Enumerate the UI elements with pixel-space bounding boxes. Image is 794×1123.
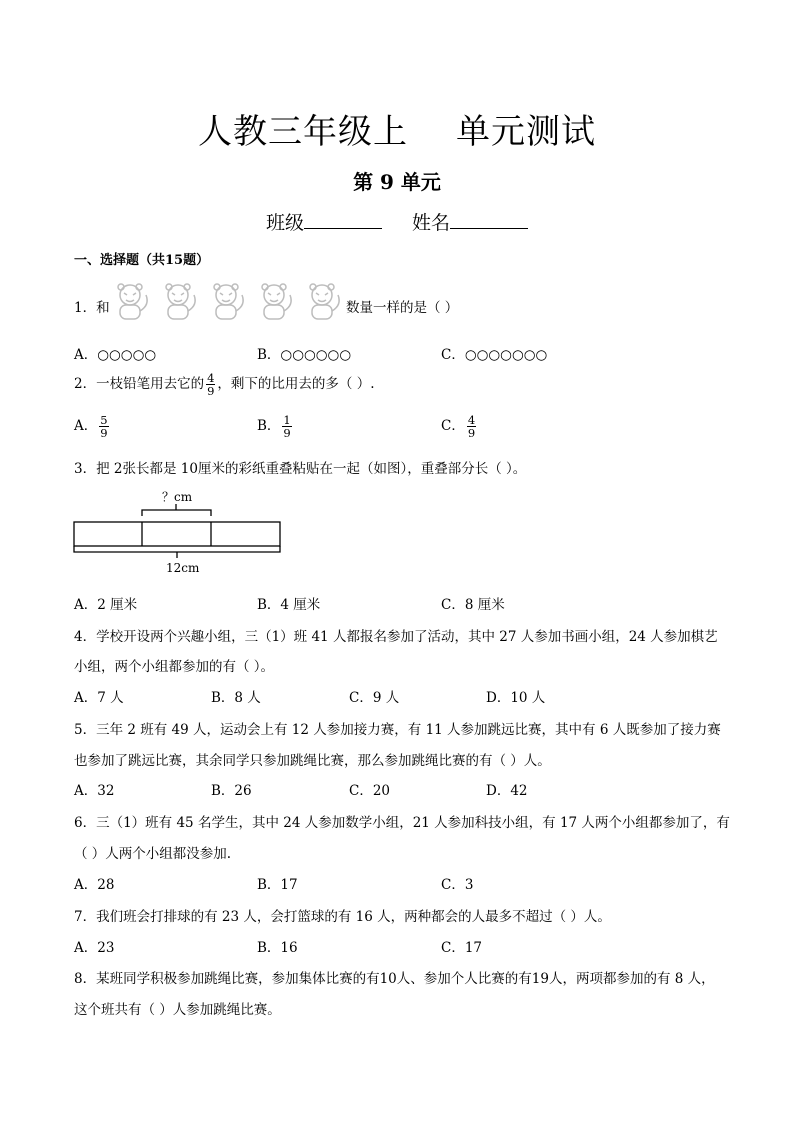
question-8-line-1: 8．某班同学积极参加跳绳比赛，参加集体比赛的有10人、参加个人比赛的有19人，两项都参加的有 8 人， — [74, 971, 715, 987]
fraction: $\frac{1}{9}$ — [283, 413, 291, 440]
question-4-line-2: 小组，两个小组都参加的有（ ）。 — [74, 659, 275, 675]
q3-option-a[interactable]: A．2 厘米 — [74, 597, 138, 613]
tiger-icon — [118, 284, 147, 319]
q4-option-d[interactable]: D．10 人 — [486, 690, 546, 706]
overlap-diagram — [70, 486, 286, 576]
q1-option-a[interactable]: A．○○○○○ — [74, 347, 157, 363]
fraction: $\frac{5}{9}$ — [100, 413, 108, 440]
q5-option-b[interactable]: B．26 — [211, 783, 252, 799]
q6-option-c[interactable]: C．3 — [441, 877, 474, 893]
question-1-prefix: 1．和 — [74, 300, 110, 316]
question-2-suffix: ，剩下的比用去的多（ ）. — [217, 376, 375, 392]
overlap-length-label: ？cm — [162, 490, 193, 504]
question-3: 3．把 2张长都是 10厘米的彩纸重叠粘贴在一起（如图），重叠部分长（ ）。 — [74, 461, 527, 477]
q1-option-c[interactable]: C．○○○○○○○ — [441, 347, 548, 363]
tiger-icon — [262, 284, 291, 319]
q4-option-b[interactable]: B．8 人 — [211, 690, 261, 706]
bottom-bracket — [74, 546, 280, 552]
tiger-icon — [310, 284, 339, 319]
question-5-line-1: 5．三年 2 班有 49 人，运动会上有 12 人参加接力赛，有 11 人参加跳远比赛，其中有 6 人既参加了接力赛 — [74, 722, 721, 738]
q7-option-c[interactable]: C．17 — [441, 940, 483, 956]
name-label: 姓名 — [412, 212, 451, 234]
name-blank[interactable] — [450, 210, 528, 229]
question-8-line-2: 这个班共有（ ）人参加跳绳比赛。 — [74, 1002, 281, 1018]
total-length-label: 12cm — [166, 561, 200, 575]
q2-option-a[interactable]: A． $\frac{5}{9}$ — [74, 413, 108, 440]
title-right: 单元测试 — [456, 112, 596, 152]
q6-option-a[interactable]: A．28 — [74, 877, 115, 893]
q2-option-b[interactable]: B． $\frac{1}{9}$ — [257, 413, 291, 440]
tiger-icon — [166, 284, 195, 319]
tiger-icon — [214, 284, 243, 319]
q1-option-b[interactable]: B．○○○○○○ — [257, 347, 352, 363]
q6-option-b[interactable]: B．17 — [257, 877, 298, 893]
unit-subtitle: 第 9 单元 — [353, 170, 441, 194]
q4-option-c[interactable]: C．9 人 — [349, 690, 400, 706]
question-4-line-1: 4．学校开设两个兴趣小组，三（1）班 41 人都报名参加了活动，其中 27 人参加书画小组，24 人参加棋艺 — [74, 629, 718, 645]
question-6-line-1: 6．三（1）班有 45 名学生，其中 24 人参加数学小组，21 人参加科技小组，有 17 人两个小组都参加了，有 — [74, 815, 730, 831]
question-5-line-2: 也参加了跳远比赛，其余同学只参加跳绳比赛，那么参加跳绳比赛的有（ ）人。 — [74, 753, 551, 769]
question-1-suffix: 数量一样的是（ ） — [346, 300, 459, 316]
question-2-prefix: 2．一枝铅笔用去它的 — [74, 376, 205, 392]
section-heading: 一、选择题（共15题） — [74, 253, 210, 268]
q4-option-a[interactable]: A．7 人 — [74, 690, 124, 706]
class-label: 班级 — [265, 212, 304, 234]
fraction: $\frac{4}{9}$ — [207, 371, 215, 398]
class-blank[interactable] — [304, 210, 382, 229]
fraction: $\frac{4}{9}$ — [467, 413, 476, 440]
q7-option-b[interactable]: B．16 — [257, 940, 298, 956]
q5-option-a[interactable]: A．32 — [74, 783, 115, 799]
top-bracket — [142, 510, 211, 516]
q2-option-c[interactable]: C． $\frac{4}{9}$ — [441, 413, 476, 440]
paper-strip-outline — [74, 522, 280, 546]
q5-option-c[interactable]: C．20 — [349, 783, 391, 799]
q3-option-b[interactable]: B．4 厘米 — [257, 597, 321, 613]
class-name-line — [0, 208, 794, 235]
q3-option-c[interactable]: C．8 厘米 — [441, 597, 505, 613]
question-6-line-2: （ ）人两个小组都没参加. — [74, 846, 232, 862]
question-7: 7．我们班会打排球的有 23 人，会打篮球的有 16 人，两种都会的人最多不超过（ ）人。 — [74, 909, 611, 925]
tiger-picture — [108, 281, 348, 327]
title-left: 人教三年级上 — [198, 112, 408, 152]
q5-option-d[interactable]: D．42 — [486, 783, 528, 799]
question-2 — [74, 372, 375, 397]
page-title — [0, 104, 794, 153]
q7-option-a[interactable]: A．23 — [74, 940, 115, 956]
